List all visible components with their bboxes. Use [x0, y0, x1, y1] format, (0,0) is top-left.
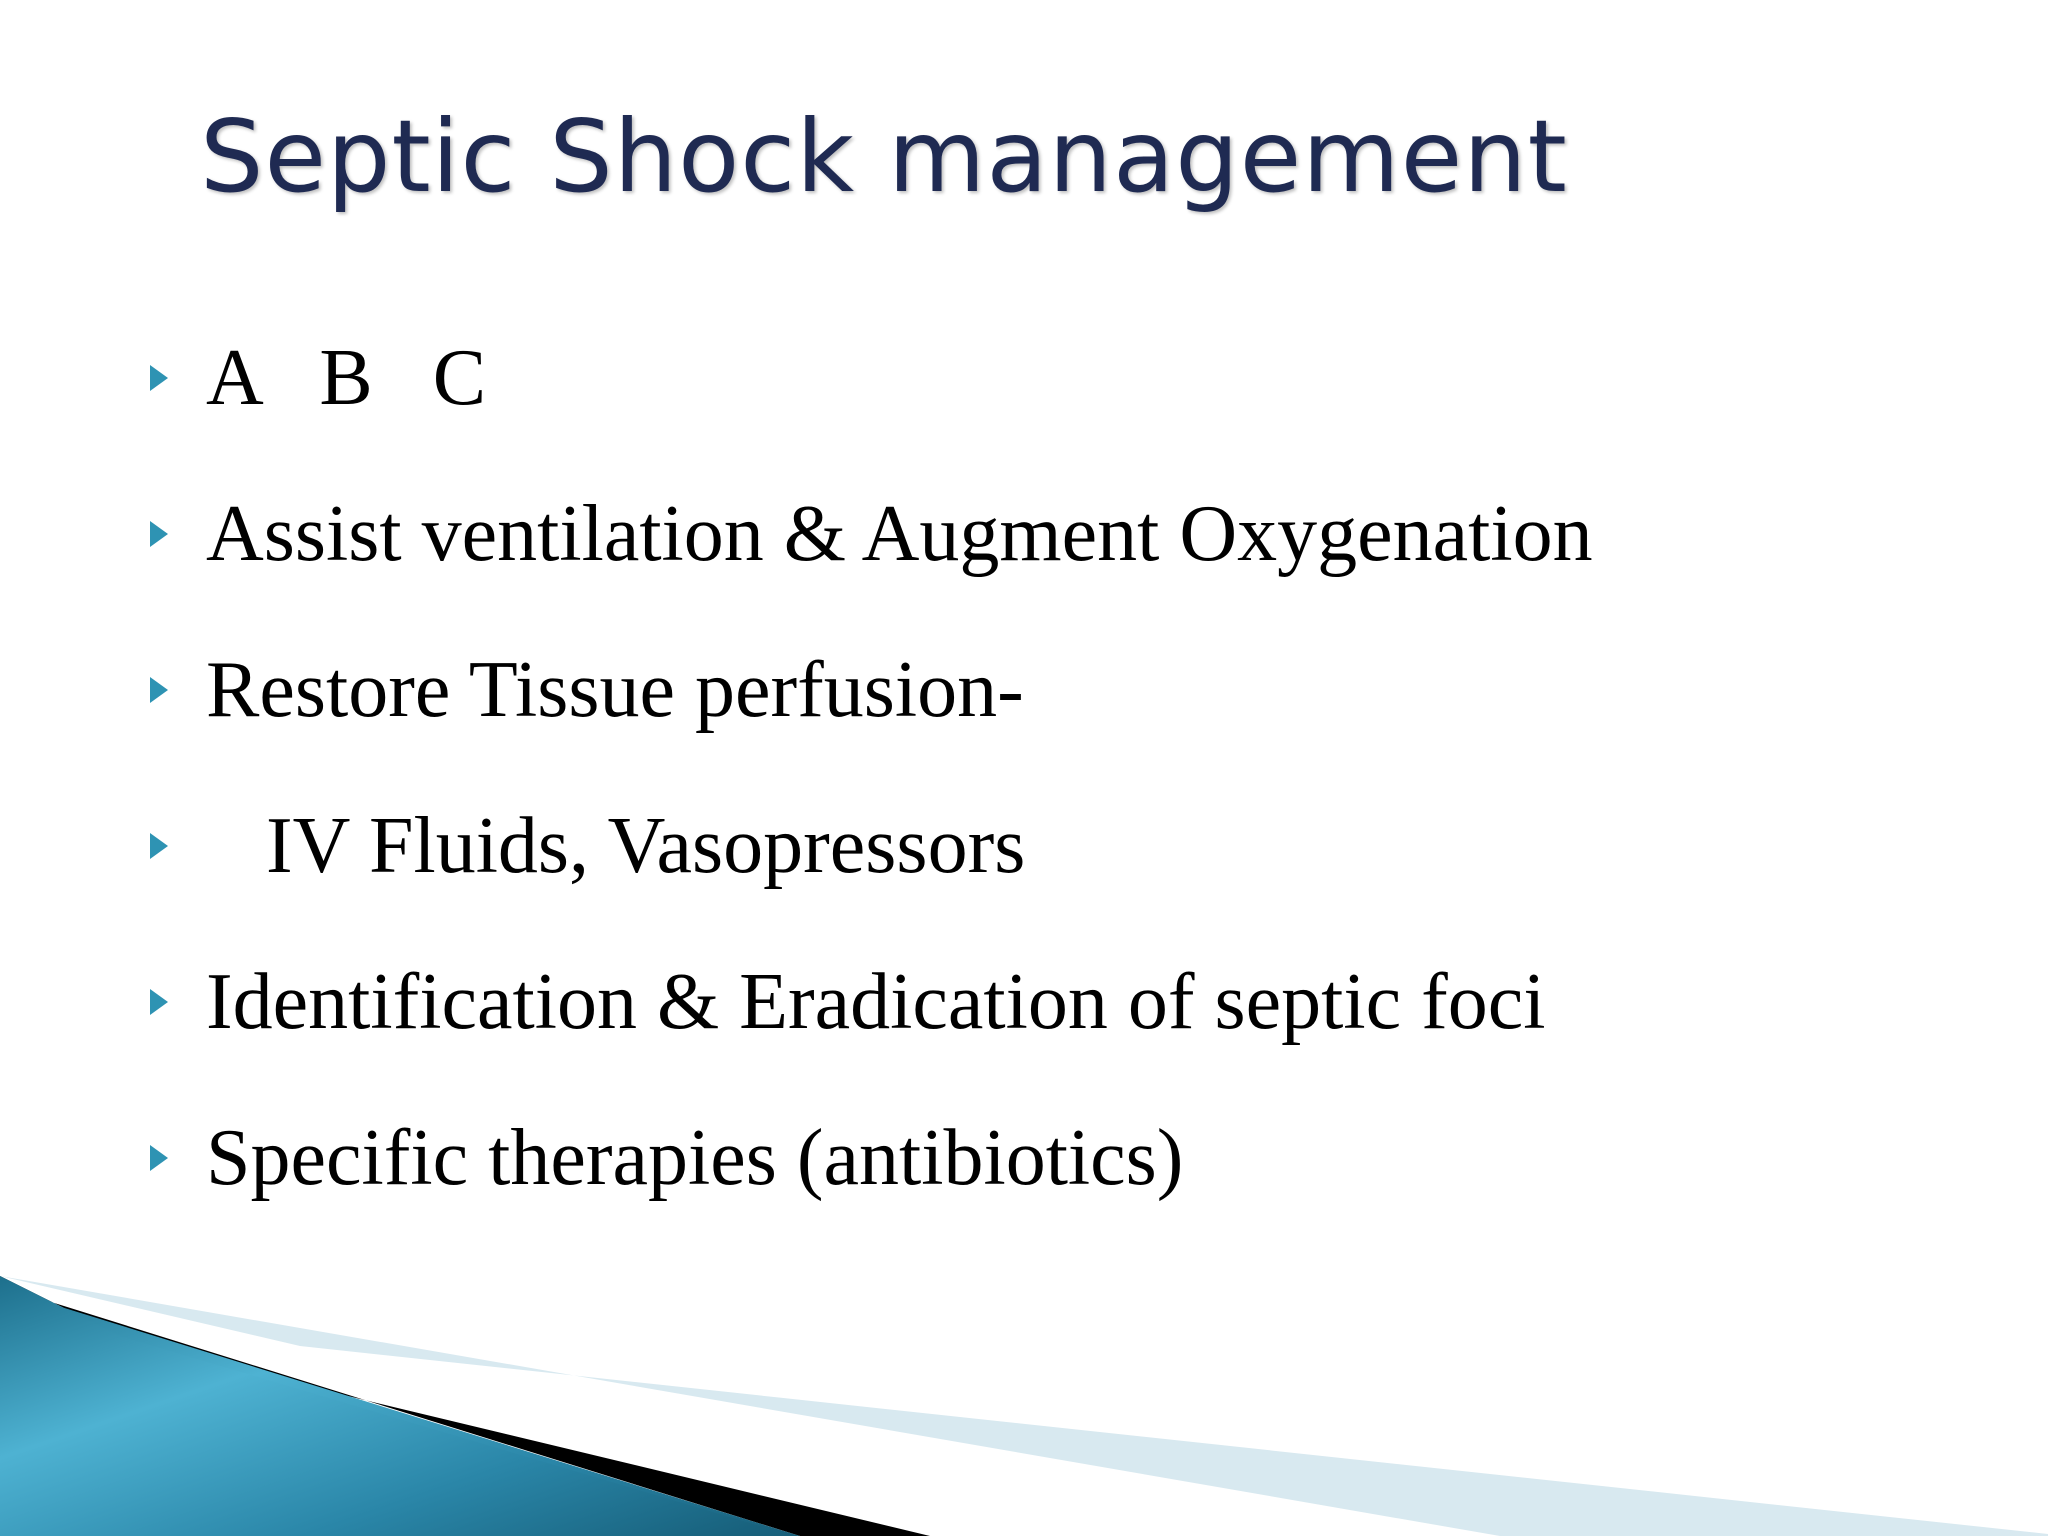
bullet-text: Assist ventilation & Augment Oxygenation [206, 490, 1593, 578]
bullet-text: Identification & Eradication of septic foci [206, 958, 1546, 1046]
bullet-text: Restore Tissue perfusion- [206, 646, 1024, 734]
bullet-item [150, 300, 1593, 456]
bullet-item [150, 924, 1593, 1080]
corner-swoosh-decoration [0, 1276, 2048, 1536]
triangle-right-icon [150, 521, 206, 547]
bullet-text: Specific therapies (antibiotics) [206, 1114, 1184, 1202]
triangle-right-icon [150, 833, 206, 859]
triangle-right-icon [150, 677, 206, 703]
bullet-list [150, 300, 1593, 1236]
triangle-right-icon [150, 365, 206, 391]
bullet-text: A B C [206, 334, 487, 422]
bullet-item [150, 456, 1593, 612]
bullet-text: IV Fluids, Vasopressors [206, 802, 1026, 890]
bullet-item [150, 1080, 1593, 1236]
triangle-right-icon [150, 989, 206, 1015]
bullet-item [150, 612, 1593, 768]
bullet-item [150, 768, 1593, 924]
triangle-right-icon [150, 1145, 206, 1171]
slide-title: Septic Shock management [200, 98, 1568, 215]
